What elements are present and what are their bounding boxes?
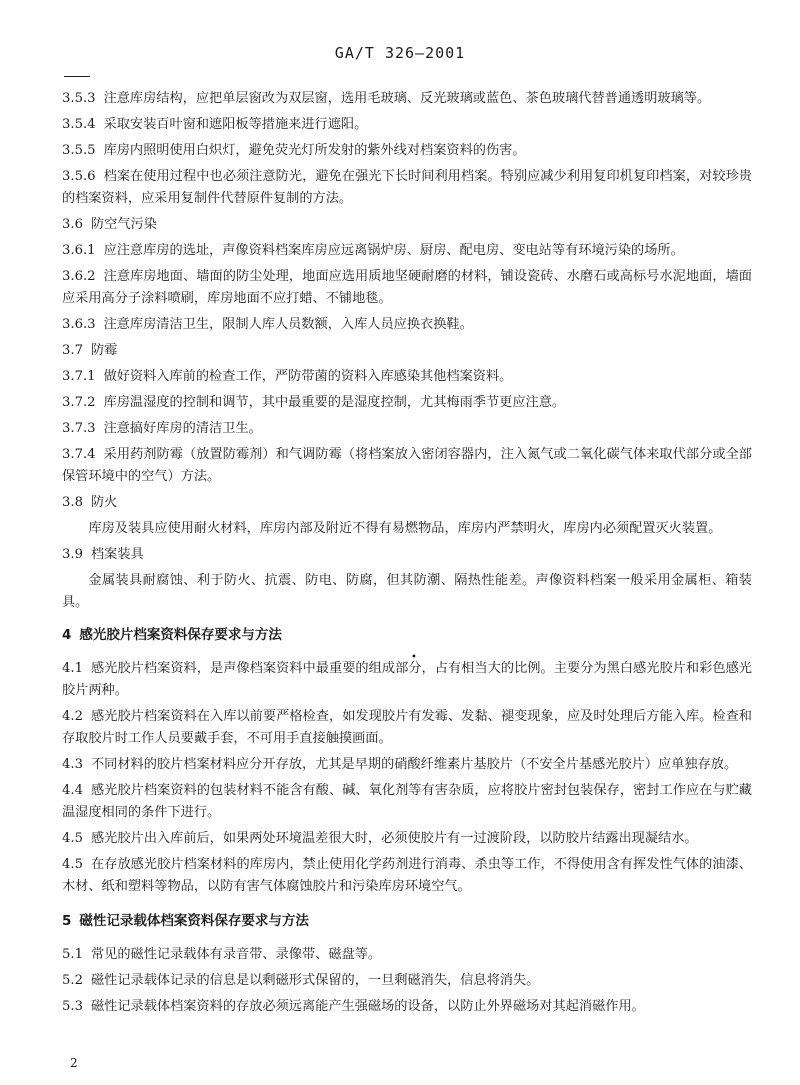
clause-text: 应注意库房的选址，声像资料档案库房应远离锅炉房、厨房、配电房、变电站等有环境污染的场所。	[103, 243, 684, 258]
section-number: 3.9	[62, 547, 83, 562]
clause-number: 4.4	[62, 783, 83, 798]
clause-text: 磁性记录载体记录的信息是以剩磁形式保留的，一旦剩磁消失，信息将消失。	[90, 973, 540, 988]
clause-4-5-second	[62, 854, 752, 898]
section-number: 3.8	[62, 495, 83, 510]
clause-number: 3.7.4	[62, 447, 96, 462]
clause-3-5-5	[62, 140, 752, 162]
clause-text: 库房温湿度的控制和调节，其中最重要的是湿度控制，尤其梅雨季节更应注意。	[103, 395, 566, 410]
clause-number: 4.5	[62, 831, 83, 846]
clause-text: 注意库房结构，应把单层窗改为双层窗，选用毛玻璃、反光玻璃或蓝色、茶色玻璃代替普通透明玻璃等。	[103, 91, 711, 106]
section-title: 防空气污染	[90, 217, 157, 232]
clause-text: 库房内照明使用白炽灯，避免荧光灯所发射的紫外线对档案资料的伤害。	[103, 143, 526, 158]
chapter-4-heading	[62, 624, 752, 646]
section-title: 防火	[90, 495, 118, 510]
clause-5-1	[62, 944, 752, 966]
clause-3-7-2	[62, 392, 752, 414]
clause-3-5-3	[62, 88, 752, 110]
clause-3-6-3	[62, 314, 752, 336]
section-3-8-heading	[62, 492, 752, 514]
clause-number: 3.5.4	[62, 117, 96, 132]
clause-text: 采取安装百叶窗和遮阳板等措施来进行遮阳。	[103, 117, 368, 132]
header-rule	[64, 76, 90, 77]
clause-number: 3.5.5	[62, 143, 96, 158]
clause-text: 档案在使用过程中也必须注意防光，避免在强光下长时间利用档案。特别应减少利用复印机复印档案，对较珍贵的档案资料，应采用复制件代替原件复制的方法。	[62, 169, 752, 206]
clause-number: 3.6.1	[62, 243, 96, 258]
clause-4-4	[62, 780, 752, 824]
clause-text: 感光胶片档案资料的包装材料不能含有酸、碱、氧化剂等有害杂质，应将胶片密封包装保存，密封工作应在与贮藏温湿度相同的条件下进行。	[62, 783, 752, 820]
document-body	[62, 88, 752, 1022]
section-3-6-heading	[62, 214, 752, 236]
clause-number: 3.7.2	[62, 395, 96, 410]
clause-3-5-4	[62, 114, 752, 136]
section-title: 防霉	[90, 343, 118, 358]
clause-text: 做好资料入库前的检查工作，严防带菌的资料入库感染其他档案资料。	[103, 369, 513, 384]
section-3-9-heading	[62, 544, 752, 566]
clause-number: 4.2	[62, 709, 83, 724]
section-3-7-heading	[62, 340, 752, 362]
section-number: 3.7	[62, 343, 83, 358]
clause-number: 4.5	[62, 857, 83, 872]
clause-text: 注意库房清洁卫生，限制人库人员数额，入库人员应换衣换鞋。	[103, 317, 473, 332]
clause-5-3	[62, 996, 752, 1018]
clause-3-7-4	[62, 444, 752, 488]
clause-4-3	[62, 754, 752, 776]
clause-number: 3.7.1	[62, 369, 96, 384]
chapter-number: 5	[62, 913, 72, 929]
clause-number: 5.1	[62, 947, 83, 962]
clause-4-2	[62, 706, 752, 750]
clause-4-1	[62, 658, 752, 702]
clause-3-6-1	[62, 240, 752, 262]
clause-number: 3.5.6	[62, 169, 96, 184]
section-3-9-body: 金属装具耐腐蚀、利于防火、抗震、防电、防腐，但其防潮、隔热性能差。声像资料档案一般采用金属柜、箱装具。	[62, 573, 752, 610]
clause-text: 不同材料的胶片档案材料应分开存放，尤其是早期的硝酸纤维素片基胶片（不安全片基感光胶片）应单独存放。	[90, 757, 738, 772]
clause-text: 感光胶片档案资料在入库以前要严格检查，如发现胶片有发霉、发黏、褪变现象，应及时处理后方能入库。检查和存取胶片时工作人员要戴手套，不可用手直接触摸画面。	[62, 709, 752, 746]
clause-number: 5.2	[62, 973, 83, 988]
clause-number: 3.6.2	[62, 269, 96, 284]
section-number: 3.6	[62, 217, 83, 232]
clause-text: 注意搞好库房的清洁卫生。	[103, 421, 262, 436]
clause-text: 常见的磁性记录载体有录音带、录像带、磁盘等。	[90, 947, 382, 962]
clause-number: 3.5.3	[62, 91, 96, 106]
document-code-header: GA/T 326—2001	[334, 44, 466, 62]
clause-text: 感光胶片档案资料，是声像档案资料中最重要的组成部分，占有相当大的比例。主要分为黑白感光胶片和彩色感光胶片两种。	[62, 661, 752, 698]
page-number: 2	[70, 1056, 78, 1070]
clause-text: 感光胶片出入库前后，如果两处环境温差很大时，必须使胶片有一过渡阶段，以防胶片结露出现凝结水。	[90, 831, 698, 846]
clause-number: 4.3	[62, 757, 83, 772]
clause-number: 3.6.3	[62, 317, 96, 332]
clause-3-7-1	[62, 366, 752, 388]
chapter-5-heading	[62, 910, 752, 932]
clause-3-6-2	[62, 266, 752, 310]
clause-number: 3.7.3	[62, 421, 96, 436]
clause-3-5-6	[62, 166, 752, 210]
clause-5-2	[62, 970, 752, 992]
clause-text: 在存放感光胶片档案材料的库房内，禁止使用化学药剂进行消毒、杀虫等工作，不得使用含有挥发性气体的油漆、木材、纸和塑料等物品，以防有害气体腐蚀胶片和污染库房环境空气。	[62, 857, 752, 894]
clause-4-5-first	[62, 828, 752, 850]
section-title: 档案装具	[90, 547, 144, 562]
chapter-number: 4	[62, 627, 72, 643]
section-3-8-body: 库房及装具应使用耐火材料，库房内部及附近不得有易燃物品，库房内严禁明火，库房内必须配置灭火装置。	[88, 521, 722, 536]
chapter-title: 感光胶片档案资料保存要求与方法	[79, 627, 282, 643]
clause-text: 注意库房地面、墙面的防尘处理，地面应选用质地坚硬耐磨的材料，铺设瓷砖、水磨石或高标号水泥地面，墙面应采用高分子涂料喷刷，库房地面不应打蜡、不铺地毯。	[62, 269, 752, 306]
clause-number: 5.3	[62, 999, 83, 1014]
clause-3-7-3	[62, 418, 752, 440]
clause-text: 磁性记录载体档案资料的存放必须远离能产生强磁场的设备，以防止外界磁场对其起消磁作用。	[90, 999, 645, 1014]
scan-dot-mark: •	[411, 652, 417, 663]
clause-text: 采用药剂防霉（放置防霉剂）和气调防霉（将档案放入密闭容器内，注入氮气或二氧化碳气体来取代部分或全部保管环境中的空气）方法。	[62, 447, 752, 484]
clause-number: 4.1	[62, 661, 83, 676]
chapter-title: 磁性记录载体档案资料保存要求与方法	[79, 913, 309, 929]
